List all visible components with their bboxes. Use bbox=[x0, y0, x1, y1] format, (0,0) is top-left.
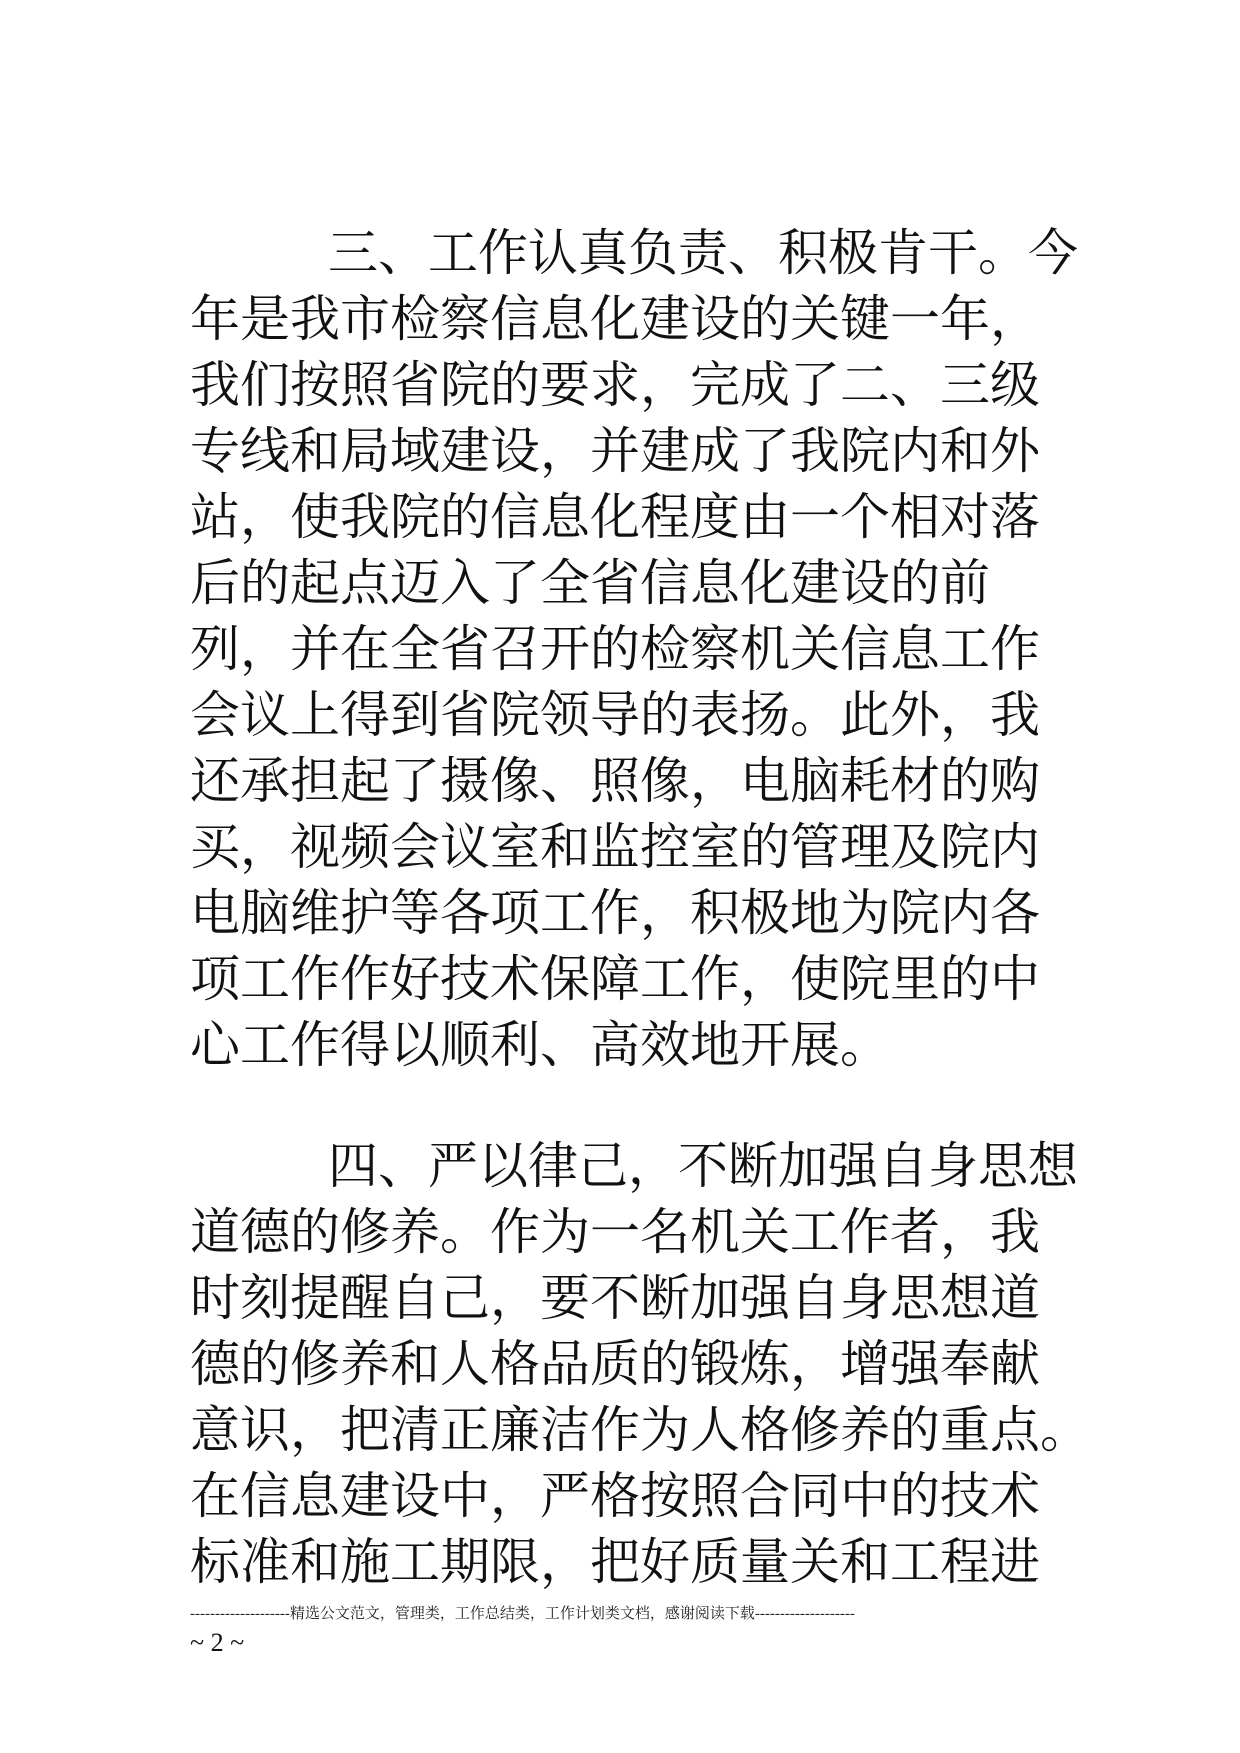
text-line: 道德的修养。作为一名机关工作者，我 bbox=[190, 1203, 1040, 1261]
text-line: 心工作得以顺利、高效地开展。 bbox=[190, 1016, 890, 1074]
text-line: 专线和局域建设，并建成了我院内和外 bbox=[190, 422, 1040, 480]
text-line: 标准和施工期限，把好质量关和工程进 bbox=[190, 1533, 1040, 1591]
page-number: ~ 2 ~ bbox=[190, 1628, 245, 1657]
text-line: 在信息建设中，严格按照合同中的技术 bbox=[190, 1467, 1040, 1525]
text-line: 电脑维护等各项工作，积极地为院内各 bbox=[190, 884, 1040, 942]
paragraph-1 bbox=[190, 220, 1078, 1078]
text-line: 时刻提醒自己，要不断加强自身思想道 bbox=[190, 1269, 1040, 1327]
text-line: 买，视频会议室和监控室的管理及院内 bbox=[190, 818, 1040, 876]
text-line: 年是我市检察信息化建设的关键一年， bbox=[190, 290, 1040, 348]
text-line: 还承担起了摄像、照像，电脑耗材的购 bbox=[190, 752, 1040, 810]
footer-banner: --------------------精选公文范文，管理类，工作总结类，工作计划类文档，感谢阅读下载-------------------- bbox=[190, 1606, 855, 1622]
text-line: 三、工作认真负责、积极肯干。今 bbox=[328, 224, 1078, 282]
text-line: 四、严以律己，不断加强自身思想 bbox=[328, 1137, 1078, 1195]
text-line: 项工作作好技术保障工作，使院里的中 bbox=[190, 950, 1040, 1008]
text-line: 后的起点迈入了全省信息化建设的前 bbox=[190, 554, 990, 612]
text-line: 意识，把清正廉洁作为人格修养的重点。 bbox=[190, 1401, 1090, 1459]
text-line: 站，使我院的信息化程度由一个相对落 bbox=[190, 488, 1040, 546]
text-line: 会议上得到省院领导的表扬。此外，我 bbox=[190, 686, 1040, 744]
text-line: 我们按照省院的要求，完成了二、三级 bbox=[190, 356, 1040, 414]
paragraph-2 bbox=[190, 1133, 1090, 1595]
text-line: 列，并在全省召开的检察机关信息工作 bbox=[190, 620, 1040, 678]
text-line: 德的修养和人格品质的锻炼，增强奉献 bbox=[190, 1335, 1040, 1393]
